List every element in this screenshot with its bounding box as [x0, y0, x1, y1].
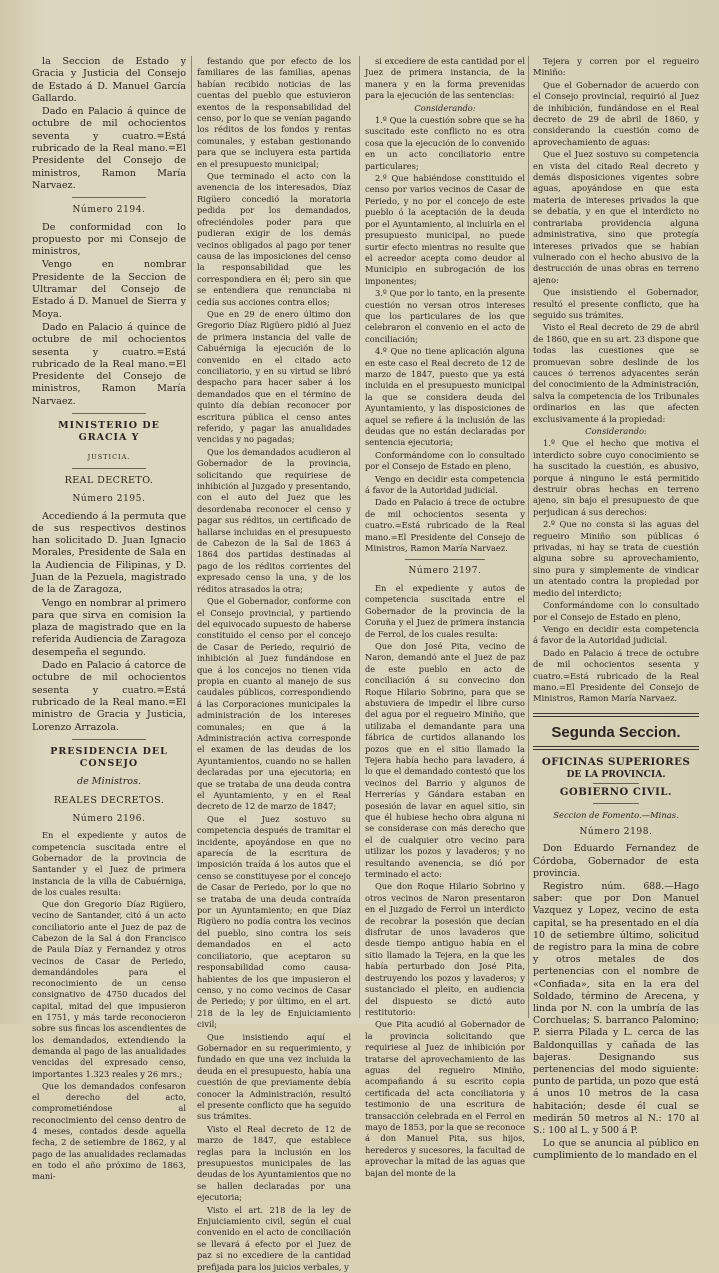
column-2 — [197, 56, 351, 1272]
paragraph: En el expediente y autos de competencia suscitada entre el Gobernador de la provincia de Santander y el Juez de primera instancia de la villa de Cabuérniga, de los cuales resulta: — [32, 830, 186, 897]
double-rule — [533, 746, 699, 750]
paragraph: Que el Juez sostuvo su competencia en vista del citado Real decreto y demás disposiciones vigentes sobre aguas, apoyándose en que esta materia de intereses privados la que se debatía, y en que el interdicto no contrariaba providencia alguna administrativa, sino que protegía intereses privados que se habían vulnerado con el hecho abusivo de la destrucción de unas obras en terreno ajeno: — [533, 149, 699, 285]
column-4 — [533, 56, 699, 1162]
separator — [72, 739, 146, 740]
column-1 — [32, 56, 186, 1182]
presidency-subheading: de Ministros. — [76, 776, 142, 788]
paragraph: Que en 29 de enero último don Gregorio Díaz Rigüero pidió al Juez de primera instancia del valle de Cabuérniga la ejecución de lo convenido en el citado acto conciliatorio, y en su virtud se libró despacho para hacer saber á los demandados que en el término de quinto día debían reconocer por escritura pública el censo antes referido, y pagar las anualidades vencidas y no pagadas; — [197, 308, 351, 445]
decree-number: Número 2196. — [72, 814, 146, 825]
paragraph: si excediere de esta cantidad por el Juez de primera instancia, de la manera y en la forma prevenidas para la ejecución de las sentencias: — [365, 56, 525, 101]
paragraph: 2.º Que no consta si las aguas del regueiro Miniño son públicas ó privadas, ni hay se trata de cuestión alguna sobre su aprovechamiento, sino pura y simplemente de vindicar un atentado contra la propiedad por medio del interdicto; — [533, 519, 699, 598]
province-heading: DE LA PROVINCIA. — [566, 768, 666, 780]
separator — [72, 468, 146, 469]
paragraph: Registro núm. 688.—Hago saber: que por Don Manuel Vazquez y Lopez, vecino de esta capital, se ha presentado en el día 10 de setiembre último, solicitud de registro para la mina de cobre y otros metales de dos pertenencias con el nombre de «Confiada», sita en la era del Soldado, término de Arecena, y linda por N. con la umbría de las Corchuelas; S. barranco Palomino; P. sierra Pilada y L. cerca de las Baldonquillas y cañada de las bajeras. Designando sus pertenencias del modo siguiente: punto de partida, un pozo que está á unos 10 metros de la casa habitación; desde él cual se medirán 50 metros al N.: 170 al S.: 100 al L. y 500 á P. — [533, 880, 699, 1137]
government-heading: GOBIERNO CIVIL. — [559, 787, 673, 799]
large-text-block — [533, 843, 699, 1162]
decree-number: Número 2195. — [72, 494, 146, 505]
decree-number: Número 2197. — [408, 566, 482, 577]
paragraph: Lo que se anuncia al público en cumplimiento de lo mandado en el — [533, 1138, 699, 1162]
paragraph: Que los demandados confesaron el derecho del acto, comprometiéndose al reconocimiento del censo dentro de 4 meses, contados desde aquella fecha, 2 de setiembre de 1862, y al pago de las anualidades reclamadas en todo el año próximo de 1863, mani- — [32, 1080, 186, 1182]
column-3 — [365, 56, 525, 1178]
paragraph: 4.º Que no tiene aplicación alguna en este caso el Real decreto de 12 de marzo de 1847, puesto que ya está incluida en el presupuesto municipal la que se considera deuda del Ayuntamiento, y las disposiciones de aquel se refiere á la inclusión de las deudas que no están declaradas por sentencia ejecutoria; — [365, 346, 525, 448]
paragraph: Vengo en nombrar al primero para que sirva en comision la plaza de magistrado que en la referida Audiencia de Zaragoza desempeña el segundo. — [32, 597, 186, 658]
paragraph: Que insistiendo aquí el Gobernador en su requerimiento, y fundado en que una vez incluida la deuda en el presupuesto, había una cuestión de que previamente debía conocer la Administración, resultó el presente conflicto que ha seguido sus trámites. — [197, 1031, 351, 1122]
paragraph: Dado en Palacio á trece de octubre de mil ochocientos sesenta y cuatro.=Está rubricado de la Real mano.=El Presidente del Consejo de Ministros, Ramon María Narvaez. — [365, 497, 525, 554]
separator — [593, 783, 639, 784]
paragraph: Que don Roque Hilario Sobrino y otros vecinos de Naron presentaron en el Juzgado de Ferrol un interdicto de recobrar la posesión que decían disfrutar de unos lavaderos que desde tiempo antiguo había en el sitio llamado la Tejera, en la que les había perturbado don José Pita, destruyendo los pozos y lavaderos; y sustanciado el pleito, en audiencia del dispuesto se dictó auto restitutorio: — [365, 881, 525, 1017]
paragraph: festando que por efecto de los familiares de las familias, apenas habían recibido noticias de las cuentas del pueblo que estuvieron exentos de la responsabilidad del censo, por lo que se venían pagando los réditos de los fondos y rentas comunales, y estaban gestionando para que se incluyera esta partida en el presupuesto municipal; — [197, 56, 351, 169]
section-heading: REALES DECRETOS. — [53, 794, 165, 806]
considerando-heading: Considerando: — [585, 426, 647, 436]
paragraph: 2.º Que habiéndose constituido el censo por varios vecinos de Casar de Periedo, y no por el concejo de este pueblo ó la aceptación de la deuda por el Ayuntamiento, al incluirla en el presupuesto municipal, no puede surtir efecto mientras no resulte que el acreedor acepta como deudor al Municipio en subrogación de los imponentes; — [365, 173, 525, 286]
double-rule — [533, 713, 699, 717]
column-divider — [528, 56, 529, 1018]
paragraph: 1.º Que la cuestión sobre que se ha suscitado este conflicto no es otra cosa que la ejecución de lo convenido en un acto conciliatorio entre particulares; — [365, 115, 525, 171]
offices-heading: OFICINAS SUPERIORES — [541, 755, 691, 768]
paragraph: Que don José Pita, vecino de Naron, demandó ante el Juez de paz de este pueblo en acto de conciliación á su convecino don Roque Hilario Sobrino, para que se abstuviera de impedir el libre curso del agua por el regueiro Miniño, que utilizaba el demandante para una fábrica de curtidos allanando los pozos que en el sitio llamado la Tejera había hecho para lavadero, á lo que el demandado contestó que los vecinos del Barrio y algunos de Herrerías y Gándara estaban en posesión de lavar en aquel sitio, sin que él hubiese hecho obra alguna ni se considerase con más derecho que el de cualquier otro vecino para utilizar los pozos y lavaderos; y no resultando avenencia, se dió por terminado el acto: — [365, 640, 525, 880]
ministry-subheading: JUSTICIA. — [87, 452, 131, 461]
section-title: Segunda Seccion. — [551, 723, 681, 741]
column-divider — [191, 56, 192, 1018]
decree-number: Número 2198. — [579, 826, 653, 837]
subsection-heading: Seccion de Fomento.—Minas. — [553, 809, 679, 820]
paragraph: De conformidad con lo propuesto por mi Consejo de ministros, — [32, 221, 186, 258]
paragraph: Que el Gobernador, conforme con el Consejo provincial, y partiendo del equivocado supuesto de haberse constituido el censo por el concejo de Casar de Periedo, requirió de inhibición al Juez fundándose en que á los concejos no tienen vida propia en cuanto al manejo de sus caudales públicos, correspondiendo á las Corporaciones municipales la administración de los intereses comunales; en que á la Administración activa corresponde el examen de las deudas de los Ayuntamientos, cuando no se hallen declaradas por una ejecutoria; en que se trataba de una deuda contra el Ayuntamiento, y en el Real decreto de 12 de marzo de 1847; — [197, 596, 351, 812]
small-text-block — [32, 830, 186, 1182]
paragraph: Conformándome con lo consultado por el Consejo de Estado en pleno, — [365, 449, 525, 472]
paragraph: Que insistiendo el Gobernador, resultó el presente conflicto, que ha seguido sus trámites. — [533, 287, 699, 320]
paragraph: Tejera y corren por el regueiro Miniño: — [533, 56, 699, 78]
paragraph: Dado en Palacio á quince de octubre de mil ochocientos seventa y cuatro.=Está rubricado de la Real mano.=El Presidente del Consejo de ministros, Ramon María Narvaez. — [32, 106, 186, 191]
paragraph: Que el Gobernador de acuerdo con el Consejo provincial, requirió al Juez de inhibición, fundándose en el Real decreto de 29 de abril de 1860, y considerando la cuestión como de aprovechamiento de aguas: — [533, 79, 699, 147]
considerando-heading: Considerando: — [414, 102, 476, 113]
presidency-heading: PRESIDENCIA DEL CONSEJO — [50, 745, 168, 770]
paragraph: Dado en Palacio á trece de octubre de mil ochocientos sesenta y cuatro.=Está rubricado de la Real mano.=El Presidente del Consejo de Ministros, Ramon María Narvaez. — [533, 647, 699, 704]
ministry-heading: MINISTERIO DE GRACIA Y — [58, 420, 160, 444]
paragraph: En el expediente y autos de competencia suscitada entre el Gobernador de la provincia de la Coruña y el Juez de primera instancia de Ferrol, de los cuales resulta: — [365, 582, 525, 639]
paragraph: 3.º Que por lo tanto, en la presente cuestión no versan otros intereses que los particulares de los que celebraron el convenio en el acto de conciliación; — [365, 288, 525, 344]
section-heading: REAL DECRETO. — [64, 474, 154, 486]
decree-number: Número 2194. — [72, 205, 146, 216]
separator — [593, 803, 639, 804]
paragraph: Que el Juez sostuvo su competencia después de tramitar el incidente, apoyándose en que no aparecía de la escritura de imposición traída á los autos que el censo se constituyese por el concejo de Casar de Periedo, por lo que no se trataba de una deuda contraída por un Ayuntamiento; en que Díaz Rigüero no podía contra los vecinos del pueblo, sino contra los seis demandados en el acto conciliatorio, que aceptaron su responsabilidad como causa-habientes de los que impusieron el censo, y no como vecinos de Casar de Periedo; y por último, en el art. 218 de la ley de Enjuiciamiento civil; — [197, 813, 351, 1030]
paragraph: Dado en Palacio á catorce de octubre de mil ochocientos sesenta y cuatro.=Está rubricado de la Real mano.=El ministro de Gracia y Justicia, Lorenzo Arrazola. — [32, 660, 186, 733]
paragraph: la Seccion de Estado y Gracia y Justicia del Consejo de Estado á D. Manuel García Gallardo. — [32, 56, 186, 104]
column-divider — [359, 56, 360, 1018]
separator — [405, 559, 485, 560]
paragraph: Vengo en decidir esta competencia á favor de la Autoridad judicial. — [365, 473, 525, 496]
paragraph: Visto el art. 218 de la ley de Enjuiciamiento civil, según el cual convenido en el acto de conciliación se llevará á efecto por el Juez de paz si no excediere de la cantidad prefijada para los juicios verbales, y — [197, 1204, 351, 1272]
paragraph: Don Eduardo Fernandez de Córdoba, Gobernador de esta provincia. — [533, 843, 699, 879]
paragraph: Visto el Real decreto de 12 de marzo de 1847, que establece reglas para la inclusión en los presupuestos municipales de las deudas de los Ayuntamientos que no se hallen declaradas por una ejecutoria; — [197, 1123, 351, 1203]
paragraph: 1.º Que el hecho que motiva el interdicto sobre cuyo conocimiento se ha suscitado la cuestión, es abusivo, porque á ninguno le está permitido destruir obras hechas en terreno ajeno, sin bajo el presupuesto de que perjudican á sus derechos: — [533, 438, 699, 517]
paragraph: Que terminado el acto con la avenencia de los interesados, Díaz Rigüero concedió la moratoria pedida por los demandados, ofreciéndoles poder para que pudieran exigir de los demás vecinos obligados al pago por tener causa de las imposiciones del censo la responsabilidad que les correspondiera en él; pero sin que se entendiera que renunciaba ni cedía sus acciones contra ellos; — [197, 171, 351, 307]
paragraph: Que Pita acudió al Gobernador de la provincia solicitando que requiriese al Juez de inhibición por tratarse del aprovechamiento de las aguas del regueiro Miniño, acompañando á su escrito copia certificada del acta conciliatoria y testimonio de una escritura de transacción celebrada en el Ferrol en mayo de 1853, por la que se reconoce á don Manuel Pita, sus hijos, herederos y sucesores, la facultad de aprovechar la mitad de las aguas que bajan del monte de la — [365, 1019, 525, 1178]
paragraph: Vengo en nombrar Presidente de la Seccion de Ultramar del Consejo de Estado á D. Manuel de Sierra y Moya. — [32, 259, 186, 320]
separator — [72, 197, 146, 198]
paragraph: Accediendo á la permuta que de sus respectivos destinos han solicitado D. Juan Ignacio Morales, Presidente de Sala en la Audiencia de Filipinas, y D. Juan de la Pezuela, magistrado de la de Zaragoza, — [32, 510, 186, 596]
paragraph: Visto el Real decreto de 29 de abril de 1860, que en su art. 23 dispone que todas las cuestiones que se promuevan sobre deslinde de los cauces ó terrenos adyacentes serán del conocimiento de la Administración, salva la competencia de los Tribunales ordinarios en las que afecten exclusivamente á la propiedad: — [533, 322, 699, 424]
paragraph: Conformándome con lo consultado por el Consejo de Estado en pleno, — [533, 600, 699, 622]
separator — [72, 413, 146, 414]
paragraph: Que los demandados acudieron al Gobernador de la provincia, solicitando que requiriese de inhibición al Juzgado y presentando, con el auto del Juez que les desordenaba reconocer el censo y pagar sus réditos, un certificado de hallarse incluidas en el presupuesto de Cabezon de la Sal de 1863 á 1864 dos partidas destinadas al pago de los réditos corrientes del expresado censo la una, y de los réditos atrasados la otra; — [197, 446, 351, 594]
paragraph: Vengo en decidir esta competencia á favor de la Autoridad judicial. — [533, 623, 699, 646]
paragraph: Que don Gregorio Díaz Rigüero, vecino de Santander, citó á un acto conciliatorio ante el Juez de paz de Cabezon de la Sal á don Francisco de Paula Díaz y Fernandez y otros vecinos de Casar de Periedo, demandándoles para el reconocimiento de un censo consignativo de 4750 ducados del capital, mitad del que impusieron en 1751, y más tarde reconocieron sobre sus fincas los ascendientes de los demandados, extendiendo la demanda al pago de las anualidades vencidas del expresado censo, importantes 1.323 reales y 26 mrs.; — [32, 899, 186, 1079]
paragraph: Dado en Palacio á quince de octubre de mil ochocientos sesenta y cuatro.=Está rubricado de la Real mano.=El Presidente del Consejo de ministros, Ramon María Narvaez. — [32, 321, 186, 407]
